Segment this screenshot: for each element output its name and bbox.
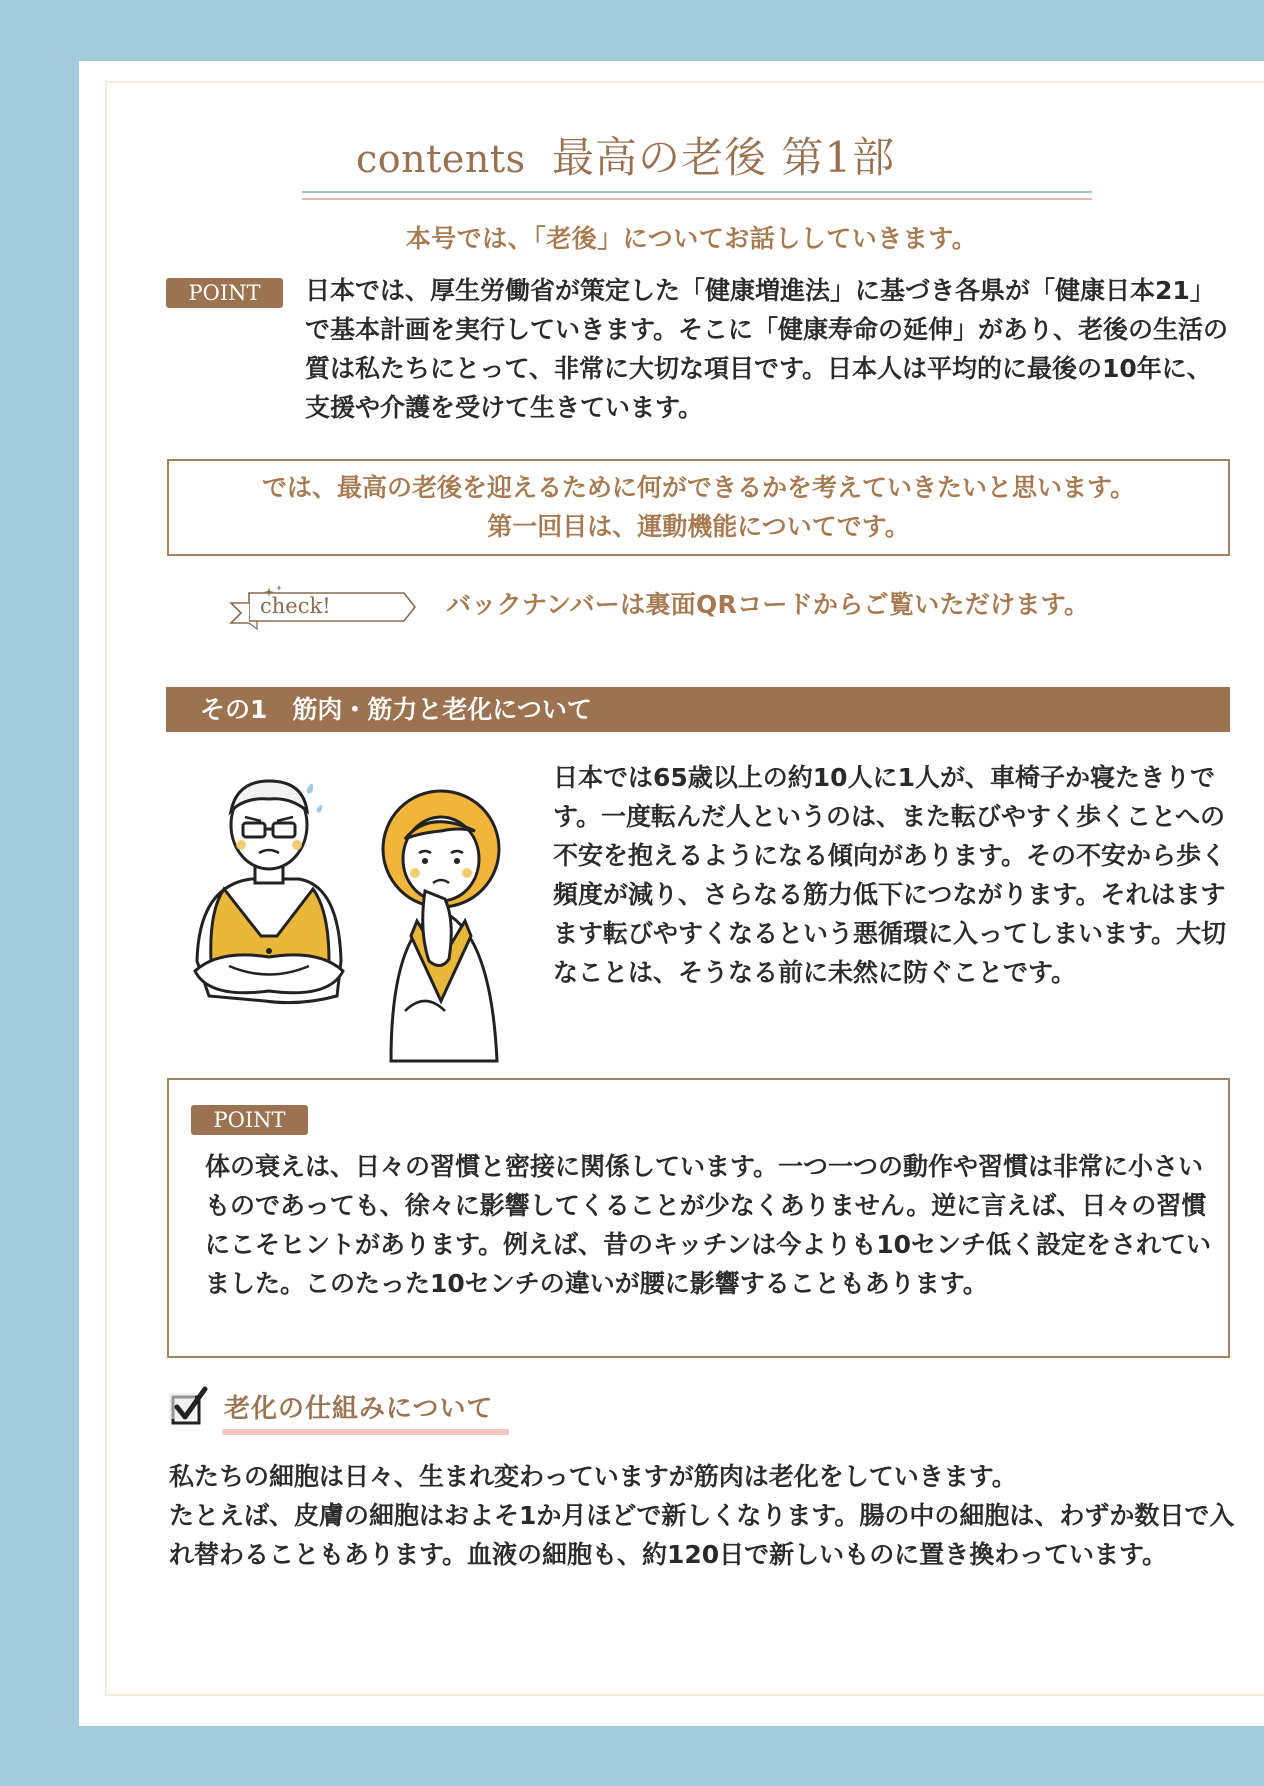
- check-label: check!: [260, 594, 331, 618]
- section-body-text: 日本では65歳以上の約10人に1人が、車椅子か寝たきりです。一度転んだ人というのは、また転びやすく歩くことへの不安を抱えるようになる傾向があります。その不安から歩く頻度が減り、さらなる筋力低下につながります。それはますます転びやすくなるという悪循環に入ってしまいます。大切なことは、そうなる前に未然に防ぐことです。: [553, 763, 1227, 987]
- aging-body-text: [169, 1457, 1239, 1574]
- point-badge: POINT: [166, 278, 283, 308]
- point-text: 日本では、厚生労働省が策定した「健康増進法」に基づき各県が「健康日本21」で基本計画を実行していきます。そこに「健康寿命の延伸」があり、老後の生活の質は私たちにとって、非常に大切な項目です。日本人は平均的に最後の10年に、支援や介護を受けて生きています。: [305, 276, 1229, 422]
- contents-label: contents: [356, 137, 526, 181]
- point-text-2: 体の衰えは、日々の習慣と密接に関係しています。一つ一つの動作や習慣は非常に小さいものであっても、徐々に影響してくることが少なくありません。逆に言えば、日々の習慣にこそヒントがあります。例えば、昔のキッチンは今よりも10センチ低く設定をされていました。このたった10センチの違いが腰に影響することもあります。: [205, 1152, 1212, 1298]
- point-badge-2: POINT: [191, 1105, 308, 1135]
- checkbox-checked-icon: [165, 1385, 213, 1433]
- callout-box: [167, 459, 1230, 556]
- page: [79, 61, 1264, 1726]
- section-heading: その1 筋肉・筋力と老化について: [166, 687, 1230, 732]
- header-rule-blue: [302, 191, 1092, 193]
- header-rule-pink: [302, 198, 1092, 200]
- callout-line-2: 第一回目は、運動機能についてです。: [487, 512, 910, 541]
- elderly-couple-worried-illustration: [179, 761, 539, 1081]
- callout-line-1: では、最高の老後を迎えるために何ができるかを考えていきたいと思います。: [261, 473, 1135, 502]
- aging-line-1: 私たちの細胞は日々、生まれ変わっていますが筋肉は老化をしていきます。: [169, 1462, 1017, 1491]
- check-text: バックナンバーは裏面QRコードからご覧いただけます。: [446, 590, 1090, 619]
- aging-line-2: たとえば、皮膚の細胞はおよそ1か月ほどで新しくなります。腸の中の細胞は、わずか数日で入れ替わることもあります。血液の細胞も、約120日で新しいものに置き換わっています。: [169, 1501, 1235, 1569]
- intro-text: 本号では、「老後」についてお話ししていきます。: [405, 224, 978, 253]
- subheading-underline: [223, 1429, 509, 1435]
- subheading: 老化の仕組みについて: [224, 1394, 494, 1424]
- page-title: 最高の老後 第1部: [552, 133, 896, 182]
